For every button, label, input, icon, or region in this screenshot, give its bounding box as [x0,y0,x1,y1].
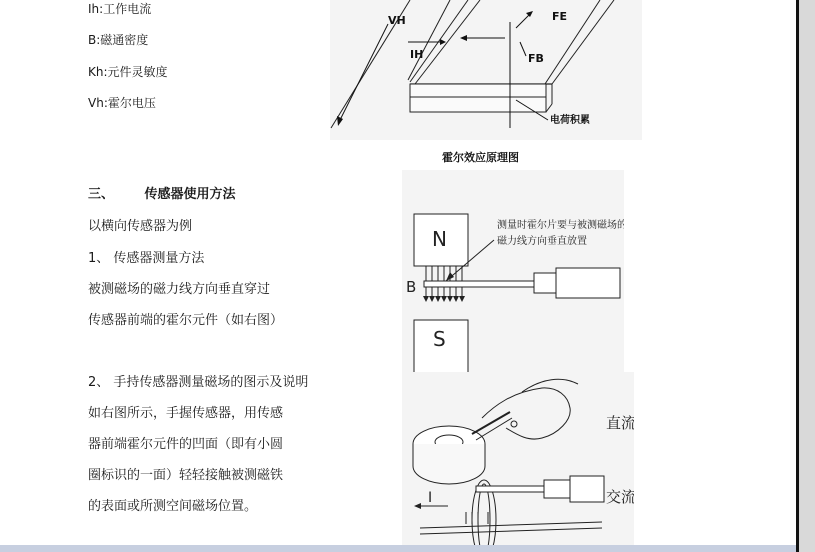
charge-label: 电荷积累 [550,115,590,126]
definition-text: 霍尔电压 [107,96,156,110]
hall-effect-figure [330,0,642,172]
note-line-1: 测量时霍尔片要与被测磁场的 [497,220,624,231]
item-2-line: 如右图所示，手握传感器，用传感 [88,406,284,421]
note-line-2: 磁力线方向垂直放置 [497,236,587,247]
current-label: I [428,490,433,506]
definition-text: 磁通密度 [100,33,149,47]
item-2-line: 的表面或所测空间磁场位置。 [88,499,258,514]
item-2-line: 圈标识的一面）轻轻接触被测磁铁 [88,468,284,483]
definition-symbol: Kh: [88,65,108,79]
section-number: 三、 [88,187,115,202]
label-ih: IH [410,48,424,61]
ac-label: 交流 [606,488,634,506]
usage-diagram [402,372,634,548]
page-edge [796,0,799,552]
definition-vh [88,95,156,111]
magnet-measure-figure [402,170,624,382]
item-2-heading: 2、 手持传感器测量磁场的图示及说明 [88,375,309,390]
item-1-line: 传感器前端的霍尔元件（如右图） [88,313,284,328]
b-field-label: B [406,278,417,296]
section-title: 传感器使用方法 [144,187,236,202]
definition-b [88,32,148,48]
label-fb: FB [528,52,544,65]
magnet-diagram [402,170,624,382]
item-1-heading: 1、 传感器测量方法 [88,251,205,266]
hall-effect-diagram [330,0,642,172]
definition-symbol: B: [88,33,101,47]
item-2-line: 器前端霍尔元件的凹面（即有小圆 [88,437,284,452]
definition-text: 工作电流 [103,2,152,16]
south-pole-label: S [433,327,446,351]
bottom-scroll-strip[interactable] [0,545,796,552]
figure-caption: 霍尔效应原理图 [442,151,519,164]
north-pole-label: N [432,227,447,251]
label-vh: VH [388,14,406,27]
label-fe: FE [552,10,568,23]
section-intro: 以横向传感器为例 [88,219,193,234]
dc-label: 直流 [606,414,634,432]
item-1-line: 被测磁场的磁力线方向垂直穿过 [88,282,271,297]
definition-symbol: Vh: [88,96,108,110]
definition-kh [88,64,168,80]
definition-symbol: Ih: [88,2,104,16]
section-heading [88,187,236,203]
handheld-usage-figure [402,372,634,548]
definition-text: 元件灵敏度 [107,65,168,79]
definition-ih [88,1,151,17]
